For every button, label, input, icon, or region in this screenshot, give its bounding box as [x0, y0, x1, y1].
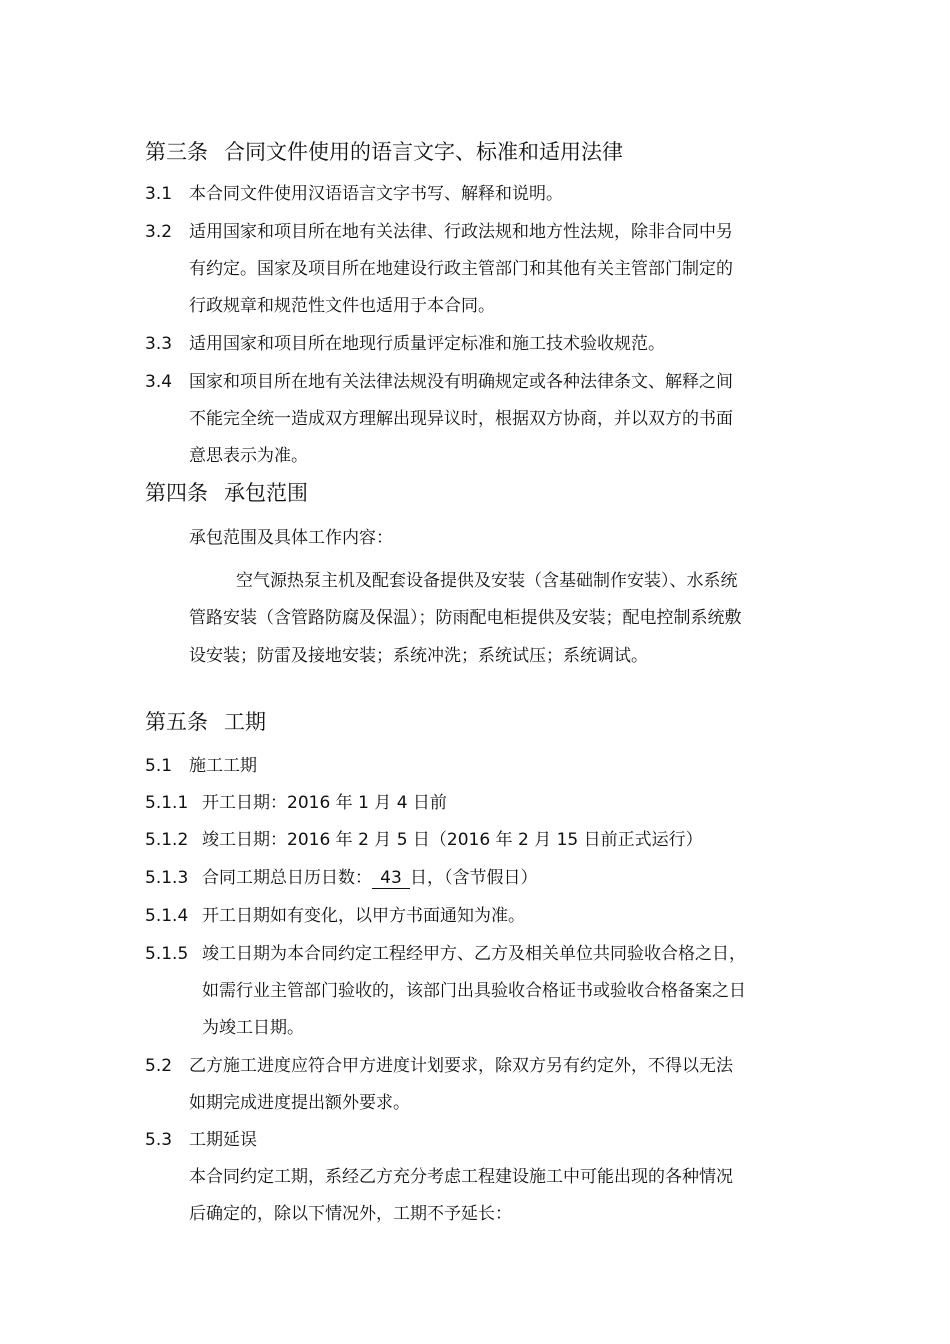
scope-intro: 承包范围及具体工作内容：	[189, 528, 393, 548]
clause-number: 3.4	[145, 372, 173, 392]
article-4-heading	[145, 479, 308, 507]
scope-text-line: 空气源热泵主机及配套设备提供及安装（含基础制作安装）、水系统	[236, 571, 738, 591]
article-title: 工期	[224, 710, 266, 734]
clause-text-line: 后确定的，除以下情况外，工期不予延长：	[189, 1204, 512, 1224]
clause-3-1	[145, 182, 563, 206]
clause-text-line: 有约定。国家及项目所在地建设行政主管部门和其他有关主管部门制定的	[189, 259, 733, 279]
clause-text-line: 行政规章和规范性文件也适用于本合同。	[189, 296, 495, 316]
article-3-heading	[145, 138, 623, 166]
clause-number: 5.1	[145, 756, 173, 776]
article-number: 第五条	[145, 710, 208, 734]
clause-number: 3.2	[145, 222, 173, 242]
clause-number: 5.1.4	[145, 906, 189, 926]
clause-text-line: 如期完成进度提出额外要求。	[189, 1093, 410, 1113]
clause-text: 合同工期总日历日数：	[202, 868, 372, 888]
clause-text: 工期延误	[189, 1130, 257, 1150]
clause-text: 竣工日期：2016 年 2 月 5 日（2016 年 2 月 15 日前正式运行）	[202, 830, 703, 850]
clause-5-3	[145, 1128, 257, 1152]
clause-text-line: 适用国家和项目所在地有关法律、行政法规和地方性法规，除非合同中另	[189, 222, 733, 242]
scope-text-line: 设安装；防雷及接地安装；系统冲洗；系统试压；系统调试。	[189, 646, 648, 666]
clause-5-1-3	[145, 866, 538, 890]
clause-text: 日，（含节假日）	[410, 868, 538, 888]
clause-text-line: 不能完全统一造成双方理解出现异议时，根据双方协商，并以双方的书面	[189, 409, 733, 429]
clause-3-4	[145, 370, 733, 394]
article-number: 第四条	[145, 481, 208, 505]
days-blank: 43	[372, 868, 410, 889]
clause-text: 开工日期如有变化，以甲方书面通知为准。	[202, 906, 525, 926]
clause-5-1-2	[145, 828, 703, 852]
clause-number: 5.3	[145, 1130, 173, 1150]
clause-5-1-4	[145, 904, 525, 928]
clause-number: 5.1.1	[145, 793, 189, 813]
clause-text-line: 本合同约定工期，系经乙方充分考虑工程建设施工中可能出现的各种情况	[189, 1167, 733, 1187]
clause-text-line: 如需行业主管部门验收的，该部门出具验收合格证书或验收合格备案之日	[202, 981, 746, 1001]
clause-5-1	[145, 754, 257, 778]
clause-number: 3.3	[145, 334, 173, 354]
clause-5-1-5	[145, 942, 746, 966]
clause-5-2	[145, 1054, 733, 1078]
clause-number: 5.1.3	[145, 868, 189, 888]
scope-text-line: 管路安装（含管路防腐及保温）；防雨配电柜提供及安装；配电控制系统敷	[189, 608, 742, 628]
clause-number: 5.1.5	[145, 944, 189, 964]
clause-number: 5.2	[145, 1056, 173, 1076]
clause-number: 5.1.2	[145, 830, 189, 850]
clause-text-line: 国家和项目所在地有关法律法规没有明确规定或各种法律条文、解释之间	[189, 372, 733, 392]
clause-3-3	[145, 332, 665, 356]
article-number: 第三条	[145, 140, 208, 164]
clause-5-1-1	[145, 791, 447, 815]
article-title: 合同文件使用的语言文字、标准和适用法律	[224, 140, 623, 164]
clause-text: 适用国家和项目所在地现行质量评定标准和施工技术验收规范。	[189, 334, 665, 354]
clause-text-line: 乙方施工进度应符合甲方进度计划要求，除双方另有约定外，不得以无法	[189, 1056, 733, 1076]
clause-number: 3.1	[145, 184, 173, 204]
clause-text-line: 竣工日期为本合同约定工程经甲方、乙方及相关单位共同验收合格之日，	[202, 944, 746, 964]
clause-text: 本合同文件使用汉语语言文字书写、解释和说明。	[189, 184, 563, 204]
clause-3-2	[145, 220, 733, 244]
clause-text: 开工日期：2016 年 1 月 4 日前	[202, 793, 447, 813]
clause-text-line: 为竣工日期。	[202, 1018, 304, 1038]
clause-text-line: 意思表示为准。	[189, 446, 308, 466]
article-title: 承包范围	[224, 481, 308, 505]
clause-text: 施工工期	[189, 756, 257, 776]
article-5-heading	[145, 708, 266, 736]
